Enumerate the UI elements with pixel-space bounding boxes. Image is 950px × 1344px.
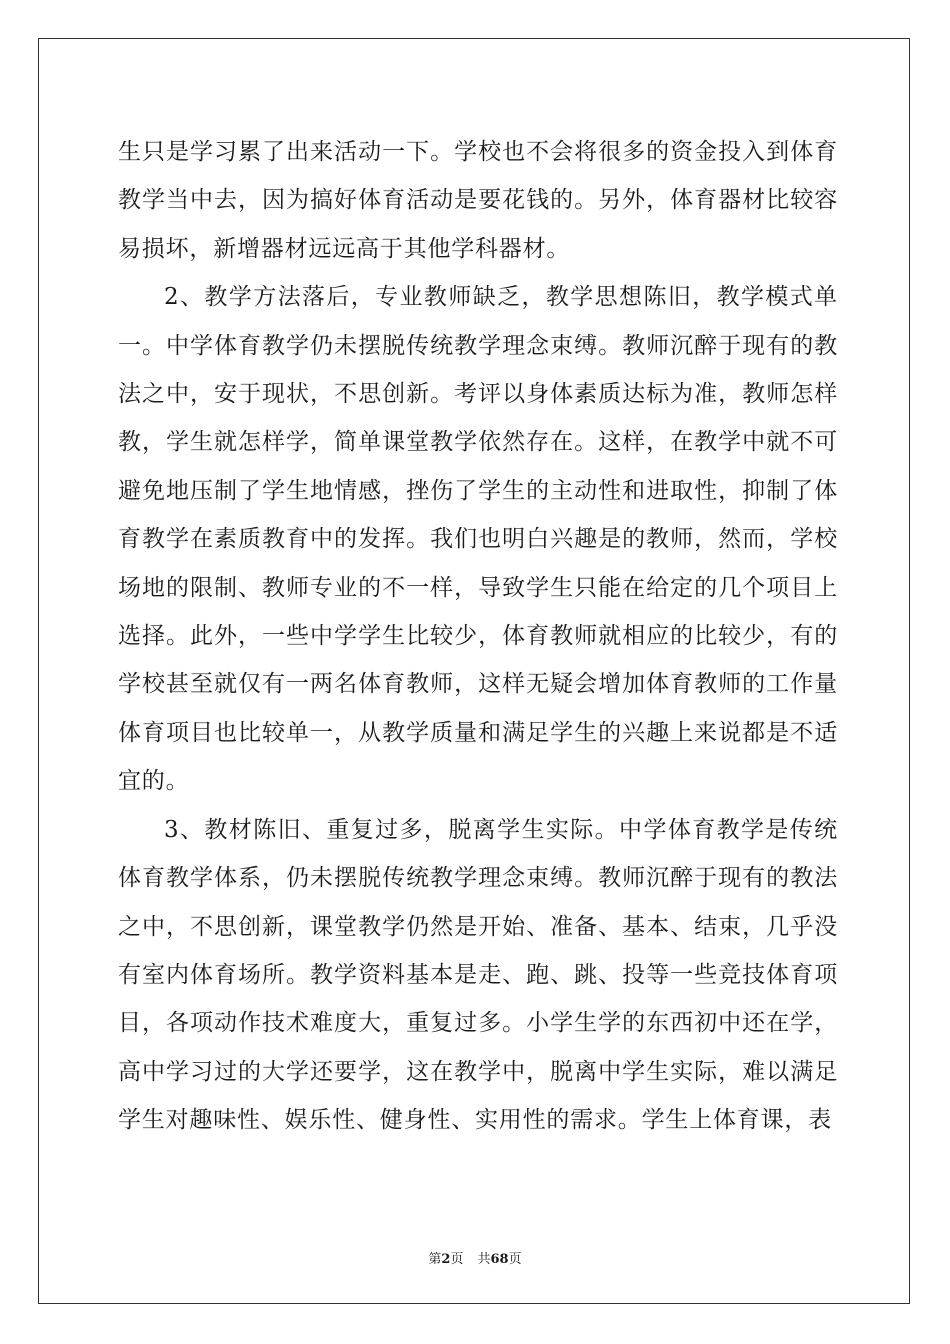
- paragraph-2: 2、教学方法落后，专业教师缺乏，教学思想陈旧，教学模式单一。中学体育教学仍未摆脱传统教学理念束缚。教师沉醉于现有的教法之中，安于现状，不思创新。考评以身体素质达标为准，教师怎样教，学生就怎样学，简单课堂教学依然存在。这样，在教学中就不可避免地压制了学生地情感，挫伤了学生的主动性和进取性，抑制了体育教学在素质教育中的发挥。我们也明白兴趣是的教师，然而，学校场地的限制、教师专业的不一样，导致学生只能在给定的几个项目上选择。此外，一些中学学生比较少，体育教师就相应的比较少，有的学校甚至就仅有一两名体育教师，这样无疑会增加体育教师的工作量体育项目也比较单一，从教学质量和满足学生的兴趣上来说都是不适宜的。: [118, 284, 838, 795]
- document-body: [118, 128, 838, 1145]
- paragraph-3: 3、教材陈旧、重复过多，脱离学生实际。中学体育教学是传统体育教学体系，仍未摆脱传统教学理念束缚。教师沉醉于现有的教法之中，不思创新，课堂教学仍然是开始、准备、基本、结束，几乎没有室内体育场所。教学资料基本是走、跑、跳、投等一些竞技体育项目，各项动作技术难度大，重复过多。小学生学的东西初中还在学，高中学习过的大学还要学，这在教学中，脱离中学生实际，难以满足学生对趣味性、娱乐性、健身性、实用性的需求。学生上体育课，表: [118, 816, 838, 1134]
- page-footer: [0, 1248, 950, 1267]
- paragraph-1: 生只是学习累了出来活动一下。学校也不会将很多的资金投入到体育教学当中去，因为搞好体育活动是要花钱的。另外，体育器材比较容易损坏，新增器材远远高于其他学科器材。: [118, 139, 838, 262]
- total-pages: 68: [490, 1252, 509, 1267]
- total-prefix: 共: [477, 1252, 491, 1267]
- page-prefix: 第: [428, 1252, 442, 1267]
- total-suffix: 页: [508, 1252, 522, 1267]
- page-number: 2: [441, 1252, 451, 1267]
- page-suffix: 页: [450, 1252, 464, 1267]
